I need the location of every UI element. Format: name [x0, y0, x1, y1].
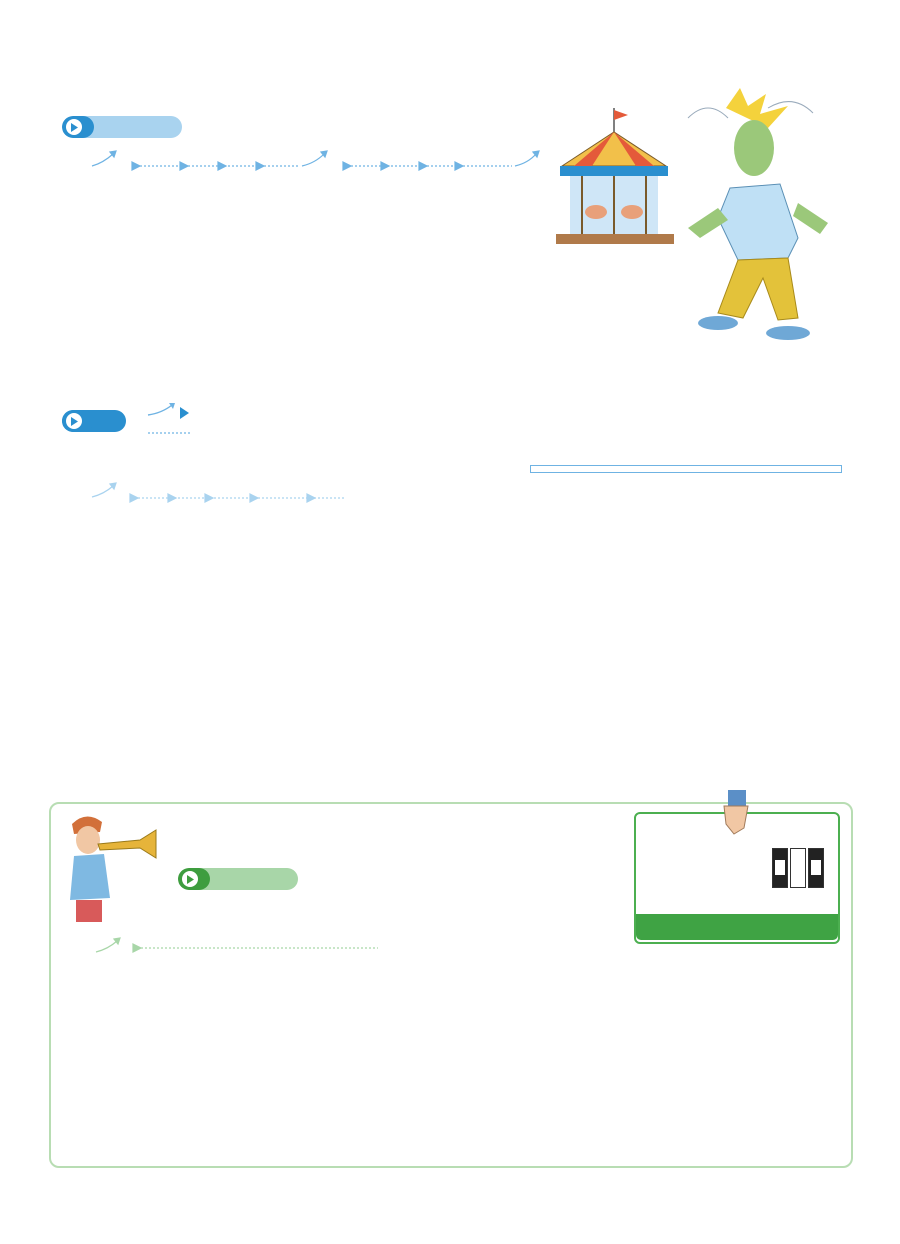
mp3-badge[interactable] [62, 410, 126, 432]
play-icon [66, 413, 82, 429]
blues-instructions [146, 404, 846, 440]
pointing-hand-illustration [714, 790, 754, 840]
fingering-note-label [636, 914, 838, 940]
play-icon [66, 119, 82, 135]
valve-number [793, 860, 803, 875]
play-icon [182, 871, 198, 887]
mp3-demo-badge[interactable] [178, 868, 298, 890]
valve-number [811, 860, 821, 875]
info-box [530, 465, 842, 473]
trumpet-boy-illustration [60, 810, 170, 925]
section-title-karussell [62, 64, 68, 93]
valve-number [775, 860, 785, 875]
section-title-blues [62, 370, 68, 399]
attack-triangle-icon [180, 407, 190, 417]
valve-diagram [772, 848, 824, 890]
mp3-demo-badge[interactable] [62, 116, 182, 138]
breath-mark-icon [146, 405, 176, 417]
section-title-ton-d [178, 820, 184, 849]
dizzy-boy-illustration [648, 88, 858, 358]
dashed-line-icon [146, 427, 194, 435]
